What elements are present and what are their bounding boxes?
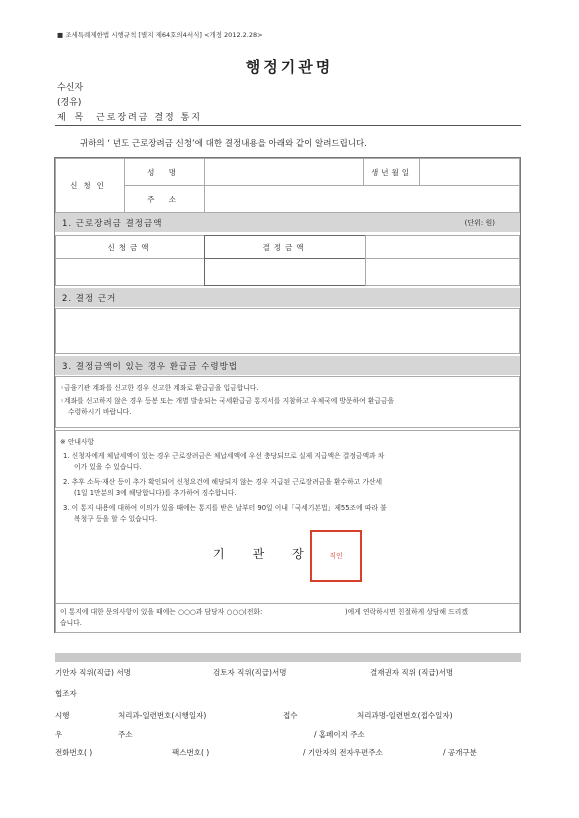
blank-header-cell	[365, 235, 520, 259]
decided-amount-label: 결정금액	[204, 235, 366, 259]
applicant-label: 신청인	[55, 158, 125, 213]
official-seal: 직인	[310, 530, 362, 582]
subject-underline	[55, 125, 521, 126]
name-label: 성 명	[124, 158, 205, 186]
subject-text: 근로장려금 결정 통지	[96, 113, 202, 123]
fax: 팩스번호( )	[172, 748, 210, 757]
enforce-label: 시행	[55, 711, 70, 720]
intro-text: 귀하의 ‘ 년도 근로장려금 신청’에 대한 결정내용을 아래와 같이 알려드립니다.	[80, 139, 367, 149]
birth-label: 생년월일	[363, 158, 420, 186]
via-label: (경유)	[57, 98, 82, 108]
section2-header: 2. 결정 근거	[55, 288, 520, 307]
guide-item-1a: 1. 신청자에게 체납세액이 있는 경우 근로장려금은 체납세액에 우선 충당되므로 실제 지급액은 결정금액과 차	[63, 452, 385, 460]
contact-line-b: )에게 연락하시면 친절하게 상담해 드리겠	[345, 608, 468, 616]
unit-label: (단위: 원)	[464, 218, 495, 227]
applied-amount-field[interactable]	[55, 258, 205, 286]
section3-header: 3. 결정금액이 있는 경우 환급금 수령방법	[55, 356, 520, 375]
guide-title: ※ 안내사항	[60, 438, 95, 446]
guide-item-2b: (1일 1만분의 3에 해당합니다)를 추가하여 징수합니다.	[74, 489, 237, 497]
address-field[interactable]	[204, 185, 520, 213]
section1-header: 1. 근로장려금 결정금액 (단위: 원)	[55, 213, 520, 232]
homepage: / 홈페이지 주소	[314, 730, 365, 739]
refund-line-2a: ◦계좌를 신고하지 않은 경우 등봉 또는 개별 발송되는 국세환급금 통지서를 지참하고 우체국에 방문하여 환급금을	[60, 397, 395, 405]
recipient-label: 수신자	[57, 83, 84, 93]
blank-value-cell	[365, 258, 520, 286]
guide-item-3b: 복청구 등을 할 수 있습니다.	[74, 515, 158, 523]
subject-label: 제 목	[57, 113, 87, 123]
refund-line-1: ◦금융기관 계좌를 신고한 경우 신고한 계좌로 환급금을 입금합니다.	[60, 384, 259, 392]
guide-item-2a: 2. 추후 소득·재산 등이 추가 확인되어 신청요건에 해당되지 않는 경우 지급된 근로장려금을 환수하고 가산세	[63, 478, 383, 486]
approver: 결재권자 직위 (직급)서명	[370, 668, 454, 677]
contact-line-a: 이 통지에 대한 문의사항이 있을 때에는 ○○○과 담당자 ○○○(전화:	[60, 608, 263, 616]
drafter-email: / 기안자의 전자우편주소	[303, 748, 383, 757]
enforce-number: 처리과-일련번호(시행일자)	[118, 711, 207, 720]
birth-field[interactable]	[419, 158, 520, 186]
zip-label: 우	[55, 730, 63, 739]
phone: 전화번호( )	[55, 748, 93, 757]
guide-item-1b: 이가 있을 수 있습니다.	[74, 463, 142, 471]
legal-reference: ■ 조세특례제한법 시행규칙 [별지 제64호의4서식] <개정 2012.2.28>	[57, 31, 263, 39]
drafter: 기안자 직위(직급) 서명	[55, 668, 131, 677]
decision-basis-field[interactable]	[55, 308, 520, 354]
page-title: 행정기관명	[245, 58, 334, 76]
cooperator: 협조자	[55, 689, 77, 698]
address-label: 주 소	[124, 185, 205, 213]
address-footer: 주소	[118, 730, 133, 739]
refund-line-2b: 수령하시기 바랍니다.	[68, 408, 132, 416]
authority-head: 기관장	[213, 547, 332, 561]
applied-amount-label: 신청금액	[55, 235, 205, 259]
footer-divider	[55, 653, 521, 662]
name-field[interactable]	[204, 158, 364, 186]
contact-line-c: 습니다.	[60, 619, 82, 627]
disclosure: / 공개구분	[443, 748, 477, 757]
reviewer: 검토자 직위(직급)서명	[213, 668, 287, 677]
decided-amount-field[interactable]	[204, 258, 366, 286]
receive-label: 접수	[283, 711, 298, 720]
receive-number: 처리과명-일련번호(접수일자)	[357, 711, 453, 720]
guide-item-3a: 3. 이 통지 내용에 대하여 이의가 있을 때에는 통지를 받은 날부터 90일 이내「국세기본법」제55조에 따라 불	[63, 504, 387, 512]
